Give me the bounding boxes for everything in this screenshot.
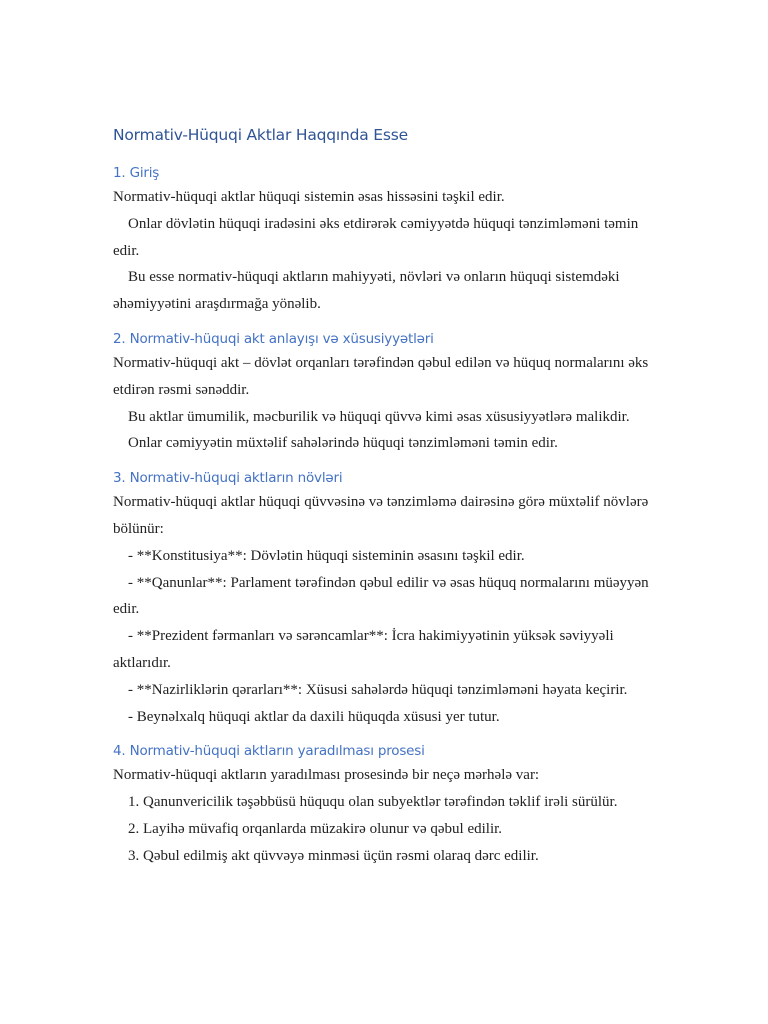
- paragraph: Onlar dövlətin hüquqi iradəsini əks etdirərək cəmiyyətdə hüquqi tənzimləməni təmin edir.: [113, 215, 639, 259]
- list-item: - **Nazirliklərin qərarları**: Xüsusi sahələrdə hüquqi tənzimləməni həyata keçirir.: [128, 681, 628, 698]
- list-item: 2. Layihə müvafiq orqanlarda müzakirə olunur və qəbul edilir.: [128, 820, 503, 837]
- section-heading: 4. Normativ-hüquqi aktların yaradılması prosesi: [113, 743, 425, 760]
- document-page: [113, 122, 658, 878]
- section-heading: 2. Normativ-hüquqi akt anlayışı və xüsusiyyətləri: [113, 330, 434, 347]
- section-concept: [113, 328, 658, 457]
- section-heading: 3. Normativ-hüquqi aktların növləri: [113, 470, 343, 487]
- paragraph: Normativ-hüquqi aktlar hüquqi qüvvəsinə və tənzimləmə dairəsinə görə müxtəlif növlərə bölünür:: [113, 494, 649, 537]
- paragraph: Normativ-hüquqi aktların yaradılması prosesində bir neçə mərhələ var:: [113, 767, 540, 784]
- list-item: - **Qanunlar**: Parlament tərəfindən qəbul edilir və əsas hüquq normalarını müəyyən edir.: [113, 574, 649, 618]
- section-types: [113, 467, 658, 730]
- section-introduction: [113, 162, 658, 318]
- paragraph: Normativ-hüquqi aktlar hüquqi sistemin əsas hissəsini təşkil edir.: [113, 189, 505, 205]
- paragraph: Bu esse normativ-hüquqi aktların mahiyyəti, növləri və onların hüquqi sistemdəki əhəmiyyətini araşdırmağa yönəlib.: [113, 269, 620, 313]
- section-creation-process: [113, 740, 658, 869]
- paragraph: Onlar cəmiyyətin müxtəlif sahələrində hüquqi tənzimləməni təmin edir.: [128, 435, 558, 452]
- document-title: Normativ-Hüquqi Aktlar Haqqında Esse: [113, 126, 408, 144]
- list-item: - **Prezident fərmanları və sərəncamlar**: İcra hakimiyyətinin yüksək səviyyəli aktlarıdır.: [113, 628, 614, 671]
- list-item: - Beynəlxalq hüquqi aktlar da daxili hüquqda xüsusi yer tutur.: [128, 708, 500, 725]
- list-item: - **Konstitusiya**: Dövlətin hüquqi sisteminin əsasını təşkil edir.: [128, 547, 525, 564]
- section-heading: 1. Giriş: [113, 165, 160, 181]
- paragraph: Normativ-hüquqi akt – dövlət orqanları tərəfindən qəbul edilən və hüquq normalarını əks etdirən rəsmi sənəddir.: [113, 354, 649, 398]
- list-item: 1. Qanunvericilik təşəbbüsü hüququ olan subyektlər tərəfindən təklif irəli sürülür.: [128, 794, 618, 811]
- list-item: 3. Qəbul edilmiş akt qüvvəyə minməsi üçün rəsmi olaraq dərc edilir.: [128, 847, 539, 864]
- paragraph: Bu aktlar ümumilik, məcburilik və hüquqi qüvvə kimi əsas xüsusiyyətlərə malikdir.: [128, 408, 630, 425]
